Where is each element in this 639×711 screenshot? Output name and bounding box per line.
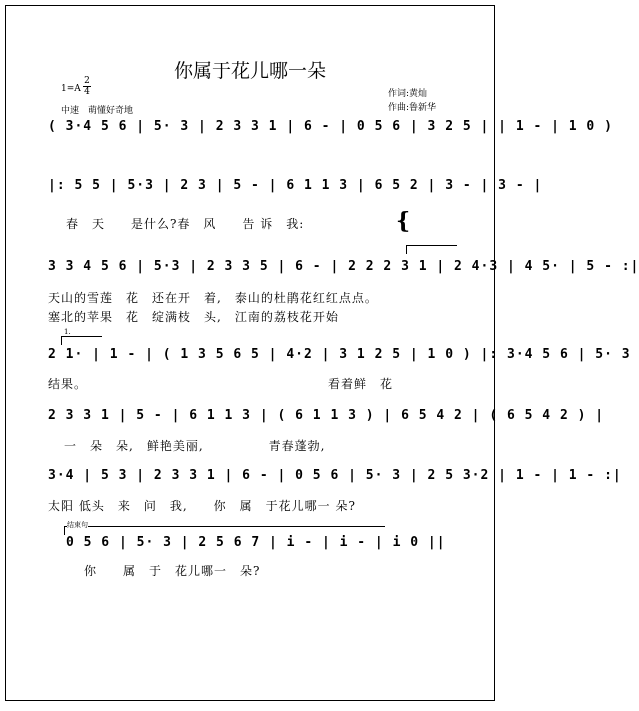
lyrics-line-5: 一 朵 朵, 鲜艳美丽, 青春蓬勃, bbox=[64, 439, 326, 453]
coda-label: 结束句 bbox=[67, 521, 88, 529]
lyrics-line-7: 你 属 于 花儿哪一 朵? bbox=[84, 564, 261, 578]
second-ending-label: 1. bbox=[64, 328, 71, 336]
time-signature-top: 2 bbox=[84, 76, 90, 86]
lyrics-line-6: 太阳 低头 来 问 我, 你 属 于花儿哪一 朵? bbox=[48, 499, 356, 513]
staff-line-7: 0 5 6 | 5· 3 | 2 5 6 7 | i - | i - | i 0 || bbox=[66, 535, 446, 550]
staff-line-3: 3 3 4 5 6 | 5·3 | 2 3 3 5 | 6 - | 2 2 2 3 1 | 2 4·3 | 4 5· | 5 - :| bbox=[48, 259, 639, 274]
coda-bracket bbox=[64, 526, 385, 535]
lyrics-line-3-verse-1: 天山的雪莲 花 还在开 着, 泰山的杜鹃花红红点点。 bbox=[48, 291, 378, 305]
time-signature bbox=[83, 76, 91, 97]
song-title: 你属于花儿哪一朵 bbox=[173, 60, 326, 82]
composer-credit: 作曲:鲁新华 bbox=[388, 103, 437, 113]
staff-line-1: ( 3·4 5 6 | 5· 3 | 2 3 3 1 | 6 - | 0 5 6 | 3 2 5 | | 1 - | 1 0 ) bbox=[48, 119, 613, 134]
lyrics-line-4: 结果。 看着鲜 花 bbox=[48, 377, 394, 391]
score-page bbox=[5, 5, 639, 701]
verse-brace: { bbox=[396, 208, 411, 234]
staff-line-4: 2 1· | 1 - | ( 1 3 5 6 5 | 4·2 | 3 1 2 5 | 1 0 ) |: 3·4 5 6 | 5· 3 bbox=[48, 347, 631, 362]
tempo-marking: 中速 萌懂好奇地 bbox=[61, 106, 134, 116]
lyrics-line-3-verse-2: 塞北的苹果 花 绽满枝 头, 江南的荔枝花开始 bbox=[48, 310, 339, 324]
key-signature: 1=A bbox=[61, 84, 81, 94]
time-signature-bottom: 4 bbox=[84, 87, 90, 97]
staff-line-6: 3·4 | 5 3 | 2 3 3 1 | 6 - | 0 5 6 | 5· 3 | 2 5 3·2 | 1 - | 1 - :| bbox=[48, 468, 622, 483]
staff-line-5: 2 3 3 1 | 5 - | 6 1 1 3 | ( 6 1 1 3 ) | 6 5 4 2 | ( 6 5 4 2 ) | bbox=[48, 408, 605, 423]
lyricist-credit: 作词:黄灿 bbox=[388, 89, 428, 99]
second-ending-bracket bbox=[61, 336, 102, 345]
lyrics-line-2: 春 天 是什么?春 风 告 诉 我: bbox=[66, 217, 305, 231]
first-ending-bracket bbox=[406, 245, 457, 254]
staff-line-2: |: 5 5 | 5·3 | 2 3 | 5 - | 6 1 1 3 | 6 5 2 | 3 - | 3 - | bbox=[48, 178, 543, 193]
